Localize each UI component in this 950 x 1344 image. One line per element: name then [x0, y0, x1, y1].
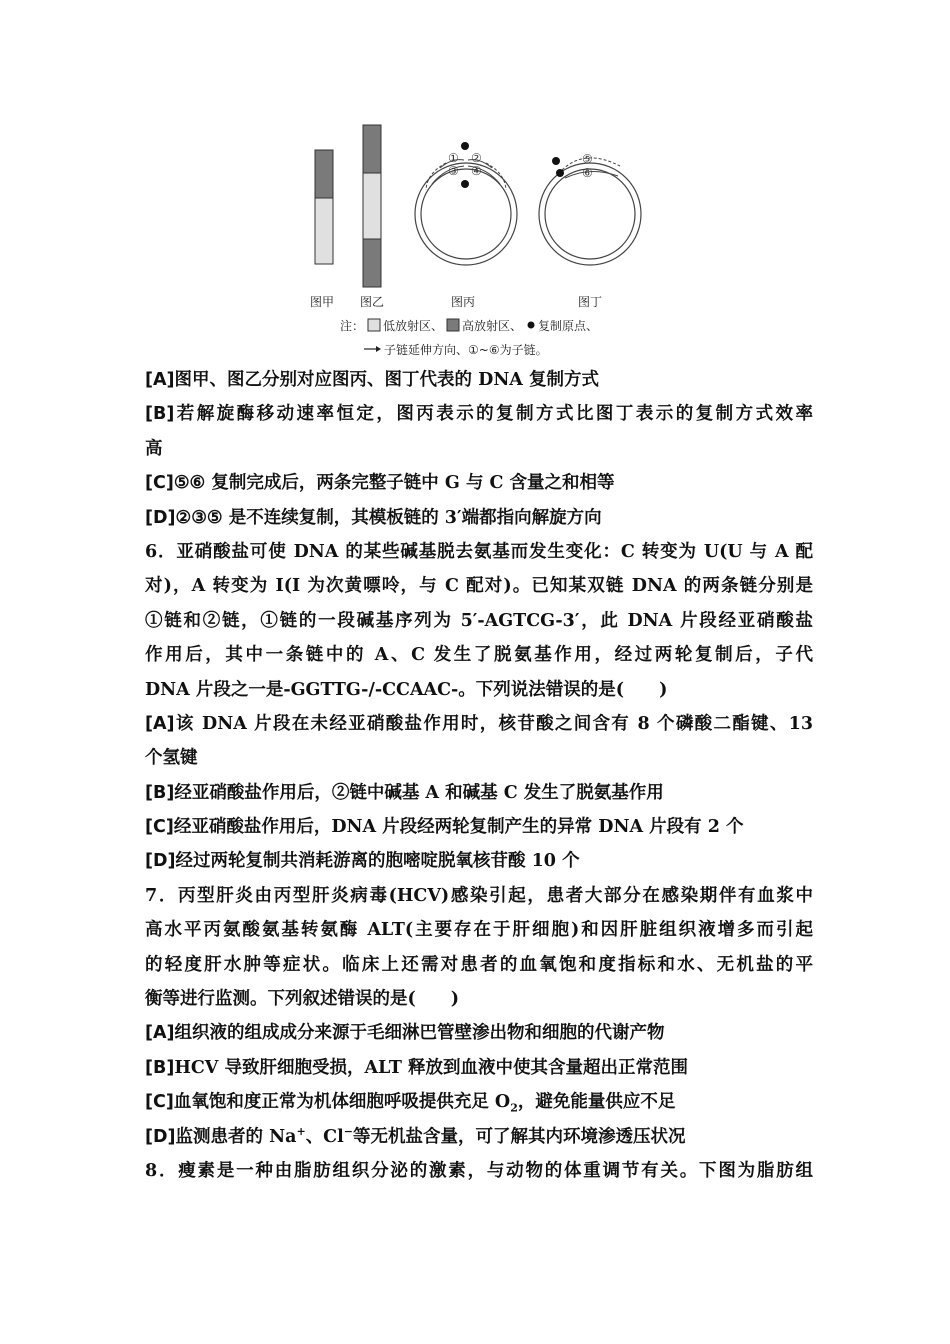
q6-stem-line: ①链和②链，①链的一段碱基序列为 5′-AGTCG-3′，此 DNA 片段经亚硝酸盐	[145, 610, 813, 631]
q5-option-a[interactable]: [A]图甲、图乙分别对应图丙、图丁代表的 DNA 复制方式	[145, 370, 599, 390]
legend-low: 低放射区、	[383, 319, 444, 333]
bar-jia	[315, 150, 333, 264]
q6-option-b[interactable]: [B]经亚硝酸盐作用后，②链中碱基 A 和碱基 C 发生了脱氨基作用	[145, 782, 664, 803]
q6-stem-line: 作用后，其中一条链中的 A、C 发生了脱氨基作用，经过两轮复制后，子代	[145, 645, 813, 666]
bar-jia-low	[315, 198, 333, 264]
q7-stem-line: 7．丙型肝炎由丙型肝炎病毒(HCV)感染引起，患者大部分在感染期伴有血浆中	[145, 885, 813, 906]
strand-5: ⑤	[582, 152, 593, 166]
strand-1: ①	[448, 151, 459, 165]
question-content	[145, 363, 813, 1188]
q5-option-b[interactable]: [B]若解旋酶移动速率恒定，图丙表示的复制方式比图丁表示的复制方式效率	[145, 404, 813, 425]
origin-dot	[552, 157, 560, 165]
strand-2: ②	[471, 151, 482, 165]
note-prefix: 注：	[340, 319, 365, 333]
legend-origin-dot	[528, 322, 535, 329]
label-yi: 图乙	[360, 295, 385, 309]
bar-jia-high	[315, 150, 333, 198]
strand-4: ④	[471, 164, 482, 178]
label-ding: 图丁	[578, 295, 603, 309]
q6-stem-line: 6．亚硝酸盐可使 DNA 的某些碱基脱去氨基而发生变化：C 转变为 U(U 与 A 配	[145, 541, 813, 562]
q8-stem-line: 8．瘦素是一种由脂肪组织分泌的激素，与动物的体重调节有关。下图为脂肪组	[145, 1160, 813, 1181]
label-bing: 图丙	[451, 295, 476, 309]
legend-origin: 复制原点、	[538, 319, 599, 333]
q7-stem-last: 衡等进行监测。下列叙述错误的是( )	[145, 989, 460, 1010]
strand-6: ⑥	[582, 166, 593, 180]
label-jia: 图甲	[310, 295, 335, 309]
legend-low-swatch	[368, 319, 380, 331]
origin-dot	[461, 142, 469, 150]
note-line2: 子链延伸方向、①~⑥为子链。	[384, 343, 548, 357]
q6-option-a-cont: 个氢键	[145, 748, 198, 769]
q6-option-d[interactable]: [D]经过两轮复制共消耗游离的胞嘧啶脱氧核苷酸 10 个	[145, 851, 580, 872]
q7-option-a[interactable]: [A]组织液的组成成分来源于毛细淋巴管壁渗出物和细胞的代谢产物	[145, 1023, 665, 1044]
q6-stem-line: 对)，A 转变为 I(I 为次黄嘌呤，与 C 配对)。已知某双链 DNA 的两条链分别是	[145, 576, 813, 597]
ring-bing	[415, 142, 517, 265]
legend-high: 高放射区、	[462, 319, 523, 333]
legend-high-swatch	[447, 319, 459, 331]
ring-ding	[539, 152, 641, 265]
origin-dot	[556, 169, 564, 177]
q6-option-c[interactable]: [C]经亚硝酸盐作用后，DNA 片段经两轮复制产生的异常 DNA 片段有 2 个	[145, 817, 744, 838]
q5-option-b-cont: 高	[145, 438, 163, 459]
q7-option-d[interactable]: [D]监测患者的 Na+、Cl−等无机盐含量，可了解其内环境渗透压状况	[145, 1124, 686, 1147]
q6-stem-last: DNA 片段之一是-GGTTG-/-CCAAC-。下列说法错误的是( )	[145, 679, 668, 700]
q7-stem-line: 高水平丙氨酸氨基转氨酶 ALT(主要存在于肝细胞)和因肝脏组织液增多而引起	[145, 920, 813, 941]
origin-dot	[461, 180, 469, 188]
q7-option-c[interactable]: [C]血氧饱和度正常为机体细胞呼吸提供充足 $O_2$，避免能量供应不足	[145, 1092, 676, 1115]
q7-stem-line: 的轻度肝水肿等症状。临床上还需对患者的血氧饱和度指标和水、无机盐的平	[145, 954, 813, 975]
q7-option-b[interactable]: [B]HCV 导致肝细胞受损，ALT 释放到血液中使其含量超出正常范围	[145, 1057, 689, 1078]
dna-replication-figure	[300, 118, 660, 363]
q6-option-a[interactable]: [A]该 DNA 片段在未经亚硝酸盐作用时，核苷酸之间含有 8 个磷酸二酯键、13	[145, 713, 813, 734]
q5-option-d[interactable]: [D]②③⑤ 是不连续复制，其模板链的 3′端都指向解旋方向	[145, 507, 602, 528]
bar-yi	[363, 125, 381, 287]
q5-option-c[interactable]: [C]⑤⑥ 复制完成后，两条完整子链中 G 与 C 含量之和相等	[145, 473, 615, 494]
strand-3: ③	[448, 164, 459, 178]
